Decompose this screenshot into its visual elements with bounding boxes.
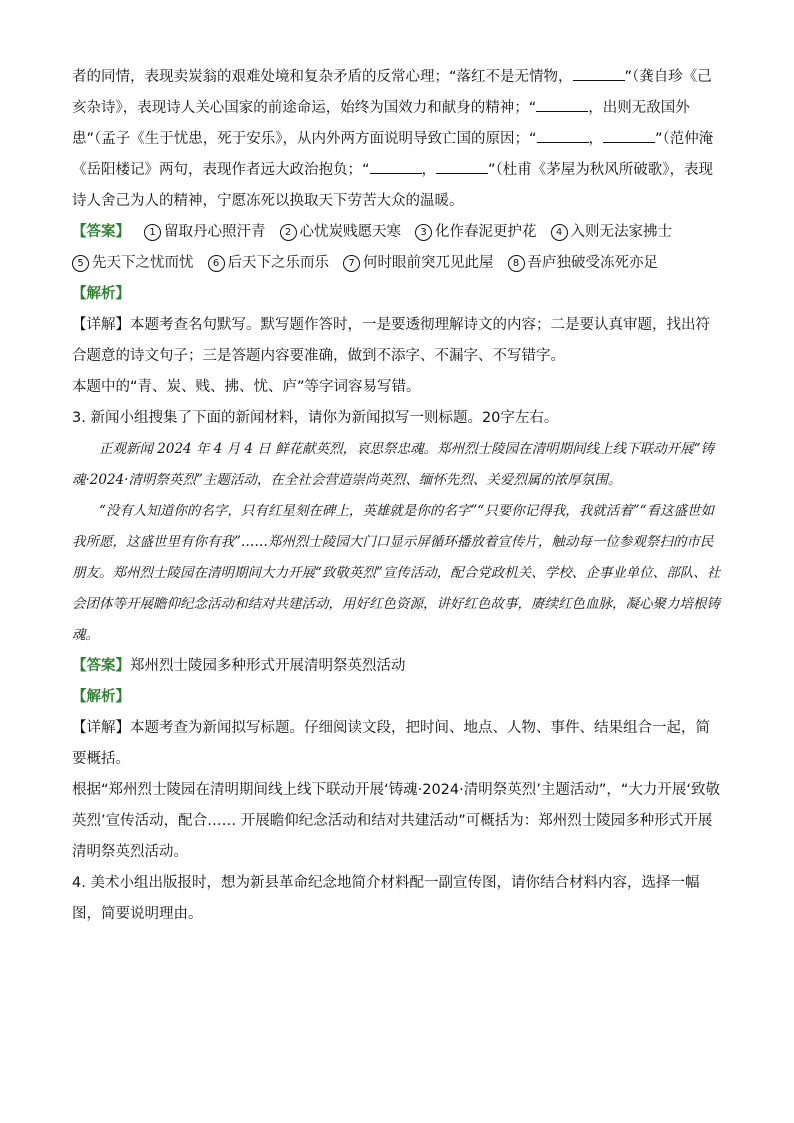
answer-item: 4 入则无法家拂士 [551,217,673,248]
circled-number: 6 [208,255,225,272]
q2-answer [72,217,724,279]
detail-tag: 【详解】 [72,317,130,333]
answer-item: 8 吾庐独破受冻死亦足 [508,248,659,279]
q3-explain: 根据“郑州烈士陵园在清明期间线上线下联动开展‘铸魂·2024·清明祭英烈’主题活动”，“大力开展‘致敬英烈’宣传活动，配合…… 开展瞻仰纪念活动和结对共建活动”可概括为：郑州烈士陵园多种形式开展清明祭英烈活动。 [72,782,720,860]
q2-detail: 【详解】本题考查名句默写。默写题作答时，一是要透彻理解诗文的内容；二是要认真审题，找出符合题意的诗文句子；三是答题内容要准确，做到不添字、不漏字、不写错字。 [72,317,710,364]
answer-tag: 【答案】 [72,658,130,674]
answer-item: 3 化作春泥更护花 [415,217,537,248]
q3-news-paragraph-1: 正观新闻 2024 年 4 月 4 日 鲜花献英烈，哀思祭忠魂。郑州烈士陵园在清明期间线上线下联动开展“铸魂·2024·清明祭英烈”主题活动，在全社会营造崇尚英烈、缅怀先烈、关爱烈属的浓厚氛围。 [72,441,714,488]
circled-number: 3 [415,224,432,241]
circled-number: 8 [508,255,525,272]
q2-analysis-heading: 【解析】 [72,286,130,302]
answer-item: 1 留取丹心照汗青 [144,217,266,248]
q2-note: 本题中的“青、炭、贱、拂、忧、庐”等字词容易写错。 [72,379,421,395]
fill-blank[interactable] [536,97,588,112]
document-page [72,62,724,930]
q3-answer: 【答案】郑州烈士陵园多种形式开展清明祭英烈活动 [72,658,406,674]
q4-question: 4. 美术小组出版报时，想为新县革命纪念地简介材料配一副宣传图，请你结合材料内容，选择一幅图，简要说明理由。 [72,875,700,922]
answer-item: 6 后天下之乐而乐 [208,248,330,279]
answer-item: 7 何时眼前突兀见此屋 [343,248,494,279]
q3-detail: 【详解】本题考查为新闻拟写标题。仔细阅读文段，把时间、地点、人物、事件、结果组合一起，简要概括。 [72,720,710,767]
answer-item: 2 心忧炭贱愿天寒 [280,217,402,248]
q3-question: 3. 新闻小组搜集了下面的新闻材料，请你为新闻拟写一则标题。20字左右。 [72,410,559,426]
circled-number: 4 [551,224,568,241]
circled-number: 5 [72,255,89,272]
detail-tag: 【详解】 [72,720,130,736]
circled-number: 7 [343,255,360,272]
fill-blank[interactable] [573,66,625,81]
q2-text: 者的同情，表现卖炭翁的艰难处境和复杂矛盾的反常心理；“落红不是无情物， ”（龚自珍《己亥杂诗》，表现诗人关心国家的前途命运，始终为国效力和献身的精神；“ ，出则无敌国外患”（孟子《生于忧患，死于安乐》，从内外两方面说明导致亡国的原因；“ ， ”（范仲淹《岳阳楼记》两句，表现作者远大政治抱负；“ ， ”（杜甫《茅屋为秋风所破歌》，表现诗人舍己为人的精神，宁愿冻死以换取天下劳苦大众的温暖。 [72,62,724,217]
answer-tag: 【答案】 [72,224,130,240]
q3-news-paragraph-2: “没有人知道你的名字，只有红星刻在碑上，英雄就是你的名字”“只要你记得我，我就活着”“看这盛世如我所愿，这盛世里有你有我”……郑州烈士陵园大门口显示屏循环播放着宣传片，触动每一位参观祭扫的市民朋友。郑州烈士陵园在清明期间大力开展“致敬英烈”宣传活动，配合党政机关、学校、企事业单位、部队、社会团体等开展瞻仰纪念活动和结对共建活动，用好红色资源，讲好红色故事，赓续红色血脉，凝心聚力培根铸魂。 [72,503,721,643]
fill-blank[interactable] [436,159,488,174]
circled-number: 1 [144,224,161,241]
answer-item: 5 先天下之忧而忧 [72,248,194,279]
circled-number: 2 [280,224,297,241]
fill-blank[interactable] [537,128,589,143]
fill-blank[interactable] [603,128,655,143]
q3-analysis-heading: 【解析】 [72,689,130,705]
fill-blank[interactable] [370,159,422,174]
